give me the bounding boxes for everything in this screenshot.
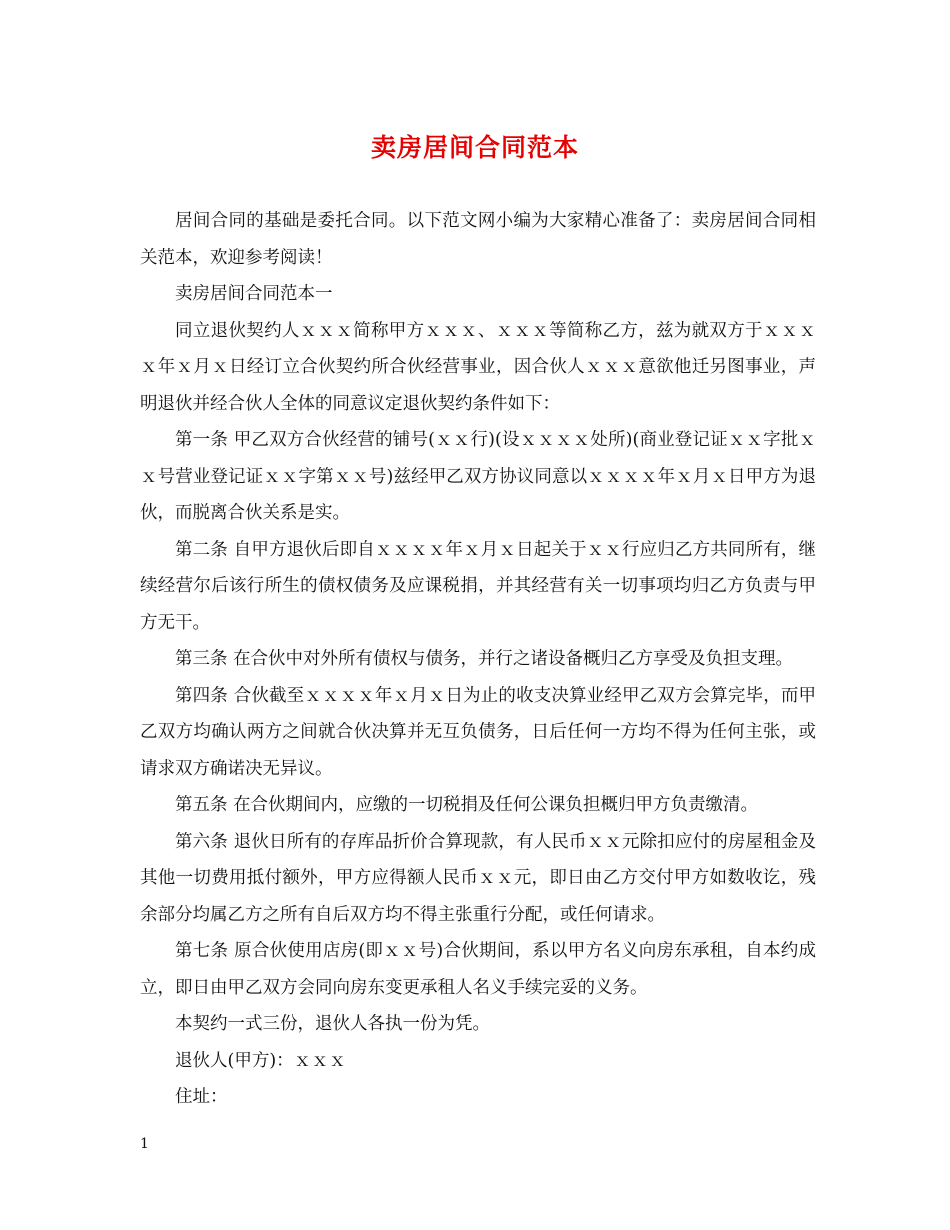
document-title: 卖房居间合同范本 <box>370 133 579 162</box>
paragraph-article-7: 第七条 原合伙使用店房(即ｘｘ号)合伙期间，系以甲方名义向房东承租，自本约成立，即日由甲乙双方会同向房东变更承租人名义手续完妥的义务。 <box>140 941 816 998</box>
paragraph-address: 住址： <box>175 1087 228 1107</box>
paragraph-article-1: 第一条 甲乙双方合伙经营的铺号(ｘｘ行)(设ｘｘｘｘ处所)(商业登记证ｘｘ字批ｘｘ号营业登记证ｘｘ字第ｘｘ号)兹经甲乙双方协议同意以ｘｘｘｘ年ｘ月ｘ日甲方为退伙，而脱离合伙关系是实。 <box>140 430 816 523</box>
paragraph-article-3: 第三条 在合伙中对外所有债权与债务，并行之诸设备概归乙方享受及负担支理。 <box>175 649 794 669</box>
paragraph-subtitle: 卖房居间合同范本一 <box>175 284 333 304</box>
paragraph-signatory: 退伙人(甲方)：ｘｘｘ <box>175 1050 347 1071</box>
paragraph-article-5: 第五条 在合伙期间内，应缴的一切税捐及任何公课负担概归甲方负责缴清。 <box>175 795 759 815</box>
paragraph-preamble: 同立退伙契约人ｘｘｘ简称甲方ｘｘｘ、ｘｘｘ等简称乙方，兹为就双方于ｘｘｘｘ年ｘ月ｘ日经订立合伙契约所合伙经营事业，因合伙人ｘｘｘ意欲他迁另图事业，声明退伙并经合伙人全体的同意议定退伙契约条件如下： <box>140 320 816 414</box>
paragraph-article-2: 第二条 自甲方退伙后即自ｘｘｘｘ年ｘ月ｘ日起关于ｘｘ行应归乙方共同所有，继续经营尔后该行所生的债权债务及应课税捐，并其经营有关一切事项均归乙方负责与甲方无干。 <box>140 539 816 633</box>
page-number: 1 <box>140 1136 149 1152</box>
document-body <box>140 203 816 1116</box>
paragraph-copies: 本契约一式三份，退伙人各执一份为凭。 <box>175 1014 490 1034</box>
paragraph-article-4: 第四条 合伙截至ｘｘｘｘ年ｘ月ｘ日为止的收支决算业经甲乙双方会算完毕，而甲乙双方均确认两方之间就合伙决算并无互负债务，日后任何一方均不得为任何主张，或请求双方确诺决无异议。 <box>140 685 816 779</box>
paragraph-article-6: 第六条 退伙日所有的存库品折价合算现款，有人民币ｘｘ元除扣应付的房屋租金及其他一切费用抵付额外，甲方应得额人民币ｘｘ元，即日由乙方交付甲方如数收讫，残余部分均属乙方之所有自后双方均不得主张重行分配，或任何请求。 <box>140 831 816 925</box>
paragraph-intro: 居间合同的基础是委托合同。以下范文网小编为大家精心准备了：卖房居间合同相关范本，欢迎参考阅读！ <box>140 211 816 268</box>
